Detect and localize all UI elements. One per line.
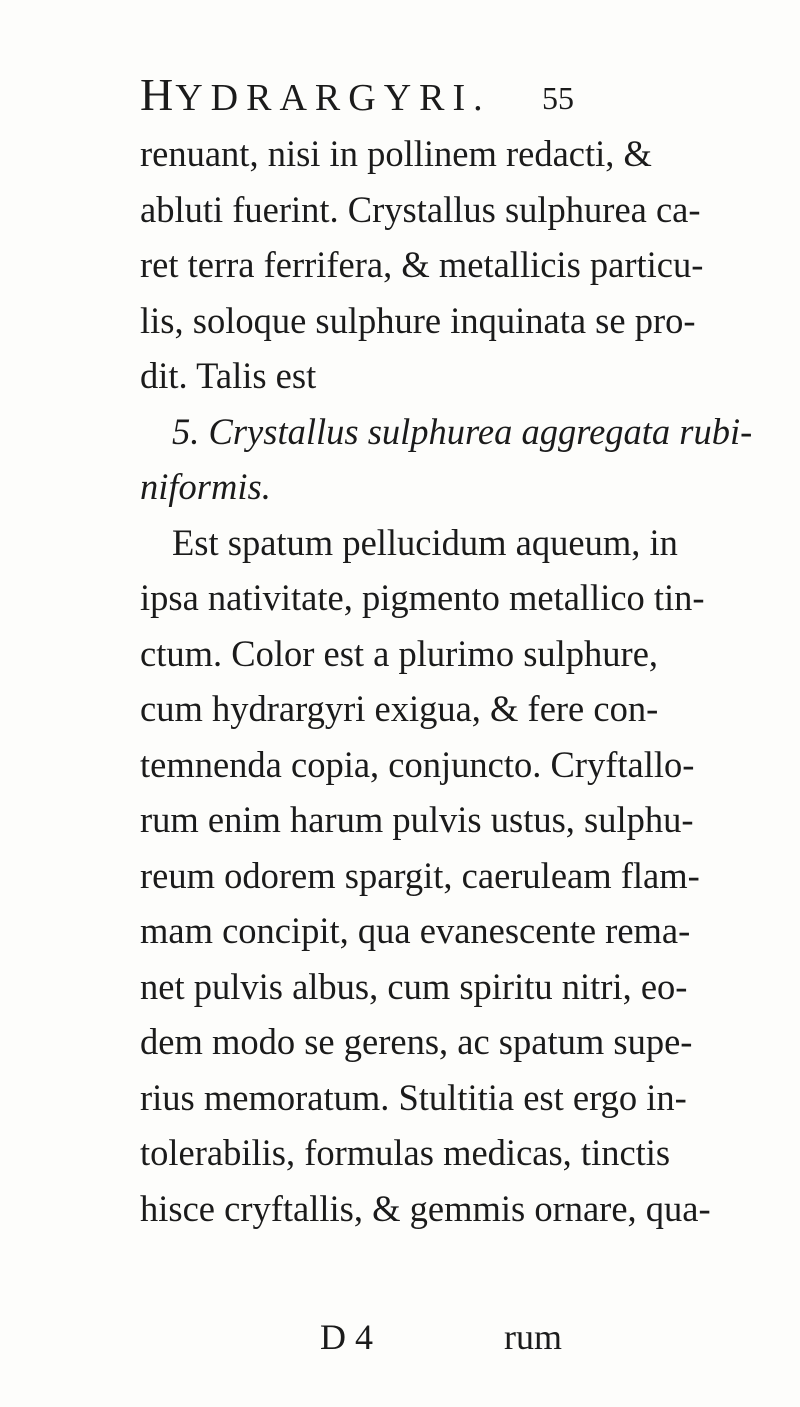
text-line: ret terra ferrifera, & metallicis particu- [140,244,704,285]
page-number: 55 [542,80,574,116]
signature-mark: D 4 [320,1317,373,1357]
text-line: dem modo se gerens, ac spatum supe- [140,1021,693,1062]
section-heading-cont: niformis. [140,466,271,507]
page-header [140,68,640,128]
catchword: rum [504,1317,562,1357]
text-line: rius memoratum. Stultitia est ergo in- [140,1076,687,1118]
text-line: cum hydrargyri exigua, & fere con- [140,688,659,729]
text-line: lis, soloque sulphure inquinata se pro- [140,299,696,341]
text-line: hisce cryftallis, & gemmis ornare, qua- [140,1187,711,1229]
text-line: abluti fuerint. Crystallus sulphurea ca- [140,188,701,230]
body-text [140,126,753,1236]
text-line: renuant, nisi in pollinem redacti, & [140,133,652,174]
page-footer [320,1316,650,1366]
running-title [140,68,491,121]
running-title-initial: H [140,69,176,120]
text-line: tolerabilis, formulas medicas, tinctis [140,1132,671,1173]
section-heading: 5. Crystallus sulphurea aggregata rubi- [172,410,753,452]
text-line: mam concipit, qua evanescente rema- [140,910,691,951]
section-heading-end [140,459,650,515]
text-line: ctum. Color est a plurimo sulphure, [140,632,659,674]
text-line: ipsa nativitate, pigmento metallico tin- [140,577,705,618]
section-heading-line [140,404,753,460]
text-line: rum enim harum pulvis ustus, sulphu- [140,799,694,840]
text-line: net pulvis albus, cum spiritu nitri, eo- [140,965,688,1007]
text-line: temnenda copia, conjuncto. Cryftallo- [140,743,695,785]
text-line: reum odorem spargit, caeruleam flam- [140,854,700,896]
text-line: Est spatum pellucidum aqueum, in [172,521,678,563]
text-line: dit. Talis est [140,355,317,396]
running-title-rest: YDRARGYRI. [175,77,491,119]
